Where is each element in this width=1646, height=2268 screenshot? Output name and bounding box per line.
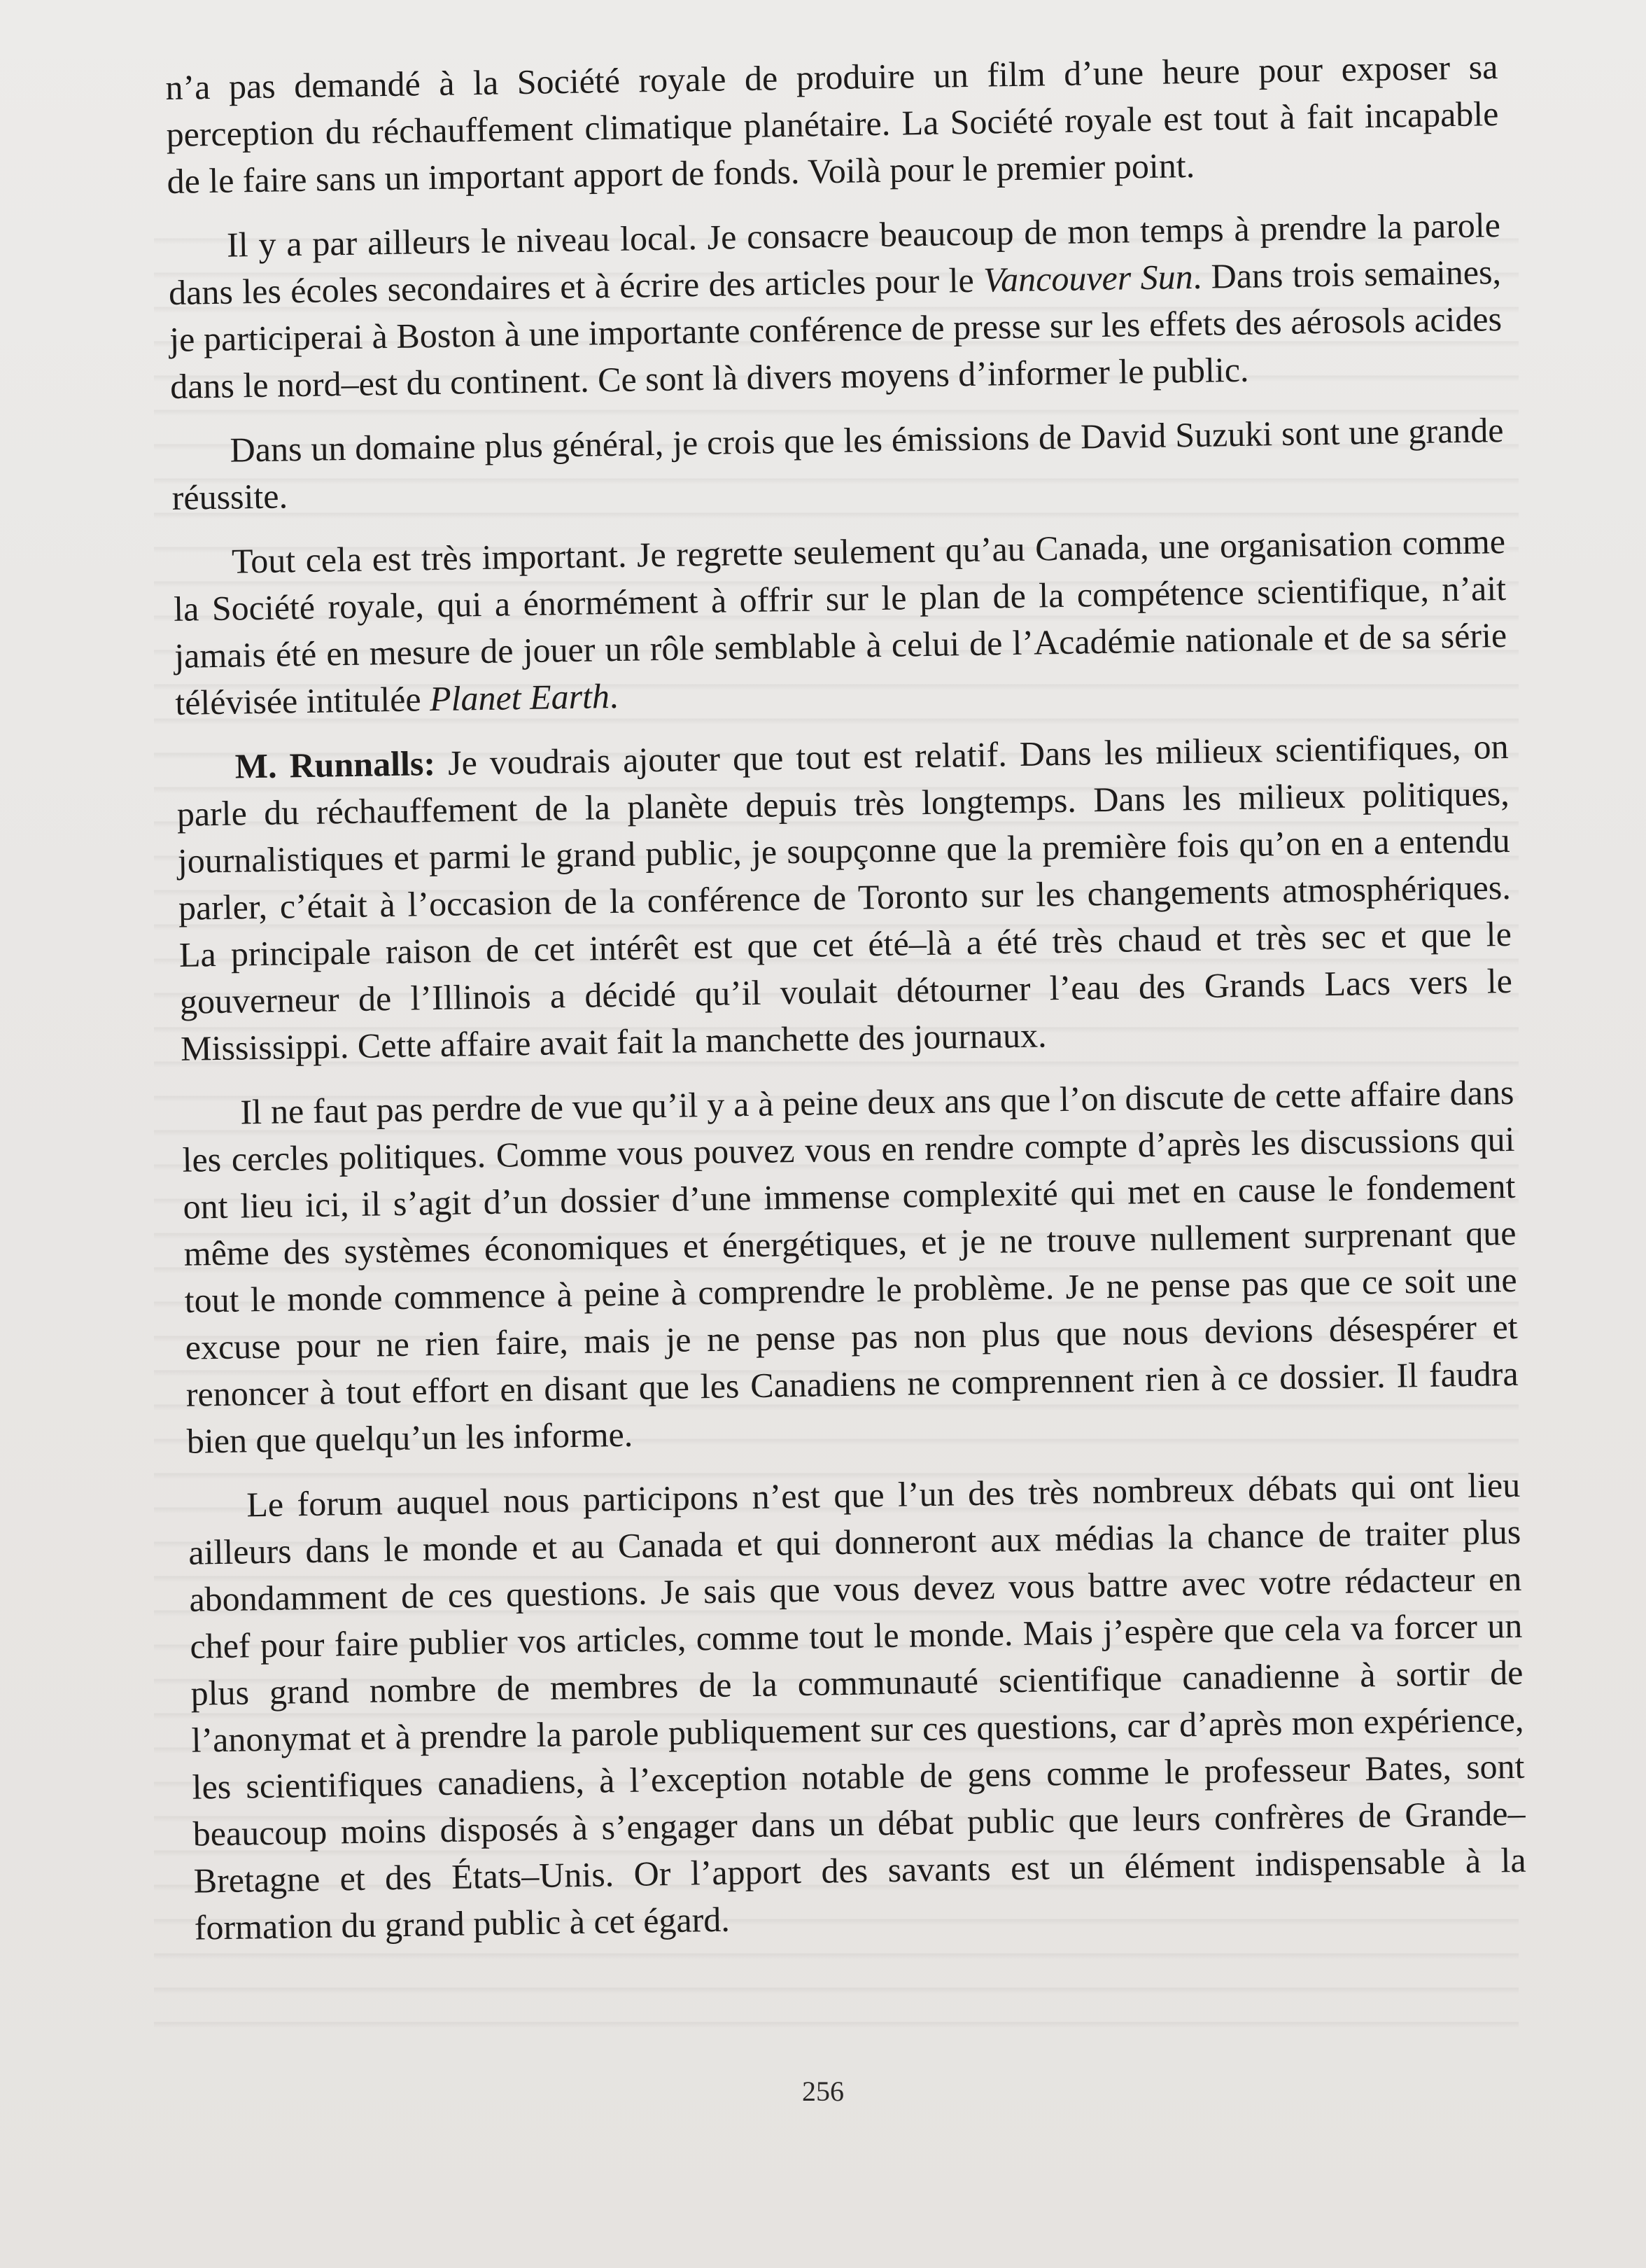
text-run: Je voudrais ajouter que tout est relatif. Dans les milieux scientifiques, on parle du réchauffement de la planète depuis très longtemps. Dans les milieux politiques, journalistiques et parmi le grand public, je soupçonne que la première fois qu’on en a entendu parler, c’était à l’occasion de la conférence de Toronto sur les changements atmosphériques. La principale raison de cet intérêt est que cet été–là a été très chaud et très sec et que le gouverneur de l’Illinois a décidé qu’il voulait détourner l’eau des Grands Lacs vers le Mississippi. Cette affaire avait fait la manchette des journaux.: [176, 726, 1513, 1068]
text-run: Le forum auquel nous participons n’est que l’un des très nombreux débats qui ont lieu ailleurs dans le monde et au Canada et qui donneront aux médias la chance de traiter plus abondamment de ces questions. Je sais que vous devez vous battre avec votre rédacteur en chef pour faire publier vos articles, comme tout le monde. Mais j’espère que cela va forcer un plus grand nombre de membres de la communauté scientifique canadienne à sortir de l’anonymat et à prendre la parole publiquement sur ces questions, car d’après mon expérience, les scientifiques canadiens, à l’exception notable de gens comme le professeur Bates, sont beaucoup moins disposés à s’engager dans un débat public que leurs confrères de Grande–Bretagne et des États–Unis. Or l’apport des savants est un élément indispensable à la formation du grand public à cet égard.: [188, 1464, 1526, 1947]
text-run: Il ne faut pas perdre de vue qu’il y a à peine deux ans que l’on discute de cette affaire dans les cercles politiques. Comme vous pouvez vous en rendre compte d’après les discussions qui ont lieu ici, il s’agit d’un dossier d’une immense complexité qui met en cause le fondement même des systèmes économiques et énergétiques, et je ne trouve nullement surprenant que tout le monde commence à peine à comprendre le problème. Je ne pense pas que ce soit une excuse pour ne rien faire, mais je ne pense pas non plus que nous devions désespérer et renoncer à tout effort en disant que les Canadiens ne comprennent rien à ce dossier. Il faudra bien que quelqu’un les informe.: [182, 1072, 1519, 1461]
text-run: Il y a par ailleurs le niveau local. Je consacre beaucoup de mon temps à prendre la parole dans les écoles secondaires et à écrire des articles pour le: [168, 205, 1501, 312]
speaker-name: M. Runnalls:: [234, 743, 436, 786]
italic-title: Vancouver Sun: [983, 256, 1194, 300]
text-run: Dans un domaine plus général, je crois que les émissions de David Suzuki sont une grande réussite.: [171, 410, 1504, 517]
text-run: Tout cela est très important. Je regrette seulement qu’au Canada, une organisation comme la Société royale, qui a énormément à offrir sur le plan de la compétence scientifique, n’ait jamais été en mesure de jouer un rôle semblable à celui de l’Académie nationale et de sa série télévisée intitulée: [173, 522, 1507, 722]
text-run: .: [609, 676, 619, 716]
body-text: [165, 43, 1528, 1969]
paragraph: [188, 1462, 1527, 1952]
paragraph: [165, 43, 1500, 205]
italic-title: Planet Earth: [429, 676, 610, 719]
paragraph: [181, 1069, 1519, 1465]
text-run: n’a pas demandé à la Société royale de produire un film d’une heure pour exposer sa perception du réchauffement climatique planétaire. La Société royale est tout à fait incapable de le faire sans un important apport de fonds. Voilà pour le premier point.: [165, 47, 1499, 201]
paragraph: [176, 723, 1513, 1072]
text-run: . Dans trois semaines, je participerai à Boston à une importante conférence de presse sur les effets des aérosols acides dans le nord–est du continent. Ce sont là divers moyens d’informer le public.: [169, 252, 1503, 406]
paragraph: [168, 202, 1503, 410]
page-number: 256: [802, 2076, 844, 2107]
paragraph: [171, 407, 1505, 522]
paragraph: [173, 518, 1508, 727]
